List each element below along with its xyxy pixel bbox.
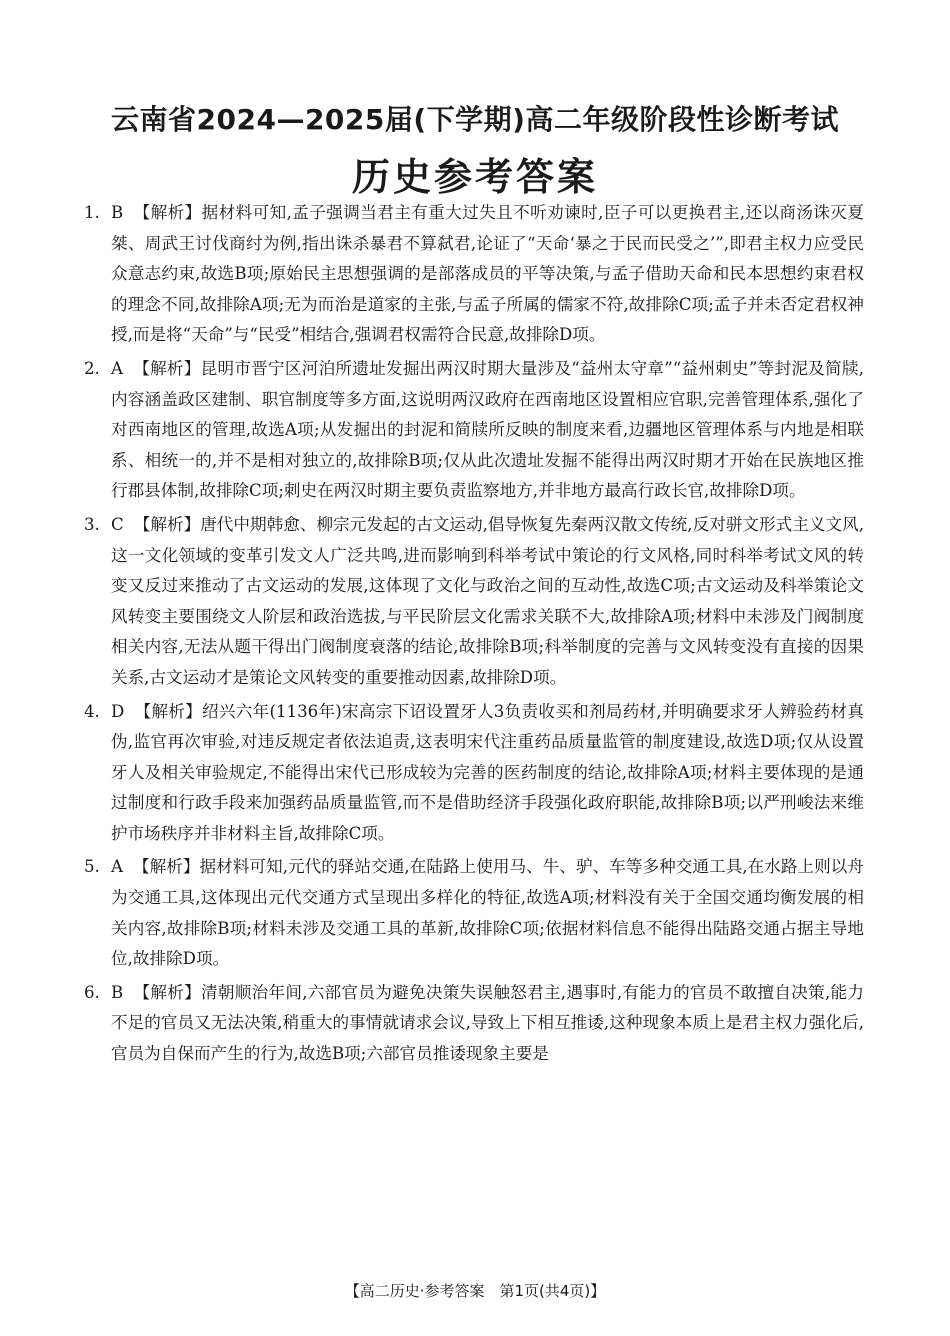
analysis-tag: 【解析】 — [133, 514, 201, 534]
answer-choice: A — [111, 857, 123, 877]
answer-number: 4. — [84, 701, 100, 721]
analysis-text: 绍兴六年(1136年)宋高宗下诏设置牙人3负责收买和剂局药材,并明确要求牙人辨验药材真伪,监官再次审验,对违反规定者依法追责,这表明宋代注重药品质量监管的制度建设,故选D项;仅从设置牙人及相关审验规定,不能得出宋代已形成较为完善的医药制度的结论,故排除A项;材料主要体现的是通过制度和行政手段来加强药品质量监管,而不是借助经济手段强化政府职能,故排除B项;以严刑峻法来维护市场秩序并非材料主旨,故排除C项。 — [111, 701, 864, 843]
answer-choice: A — [111, 358, 123, 378]
answer-choice: D — [111, 701, 125, 721]
answer-item-2 — [84, 354, 864, 507]
analysis-tag: 【解析】 — [133, 982, 201, 1002]
analysis-text: 唐代中期韩愈、柳宗元发起的古文运动,倡导恢复先秦两汉散文传统,反对骈文形式主义文风,这一文化领域的变革引发文人广泛共鸣,进而影响到科举考试中策论的行文风格,同时科举考试文风的转变又反过来推动了古文运动的发展,这体现了文化与政治之间的互动性,故选C项;古文运动及科举策论文风转变主要围绕文人阶层和政治选拔,与平民阶层文化需求关联不大,故排除A项;材料中未涉及门阀制度相关内容,无法从题干得出门阀制度衰落的结论,故排除B项;科举制度的完善与文风转变没有直接的因果关系,古文运动才是策论文风转变的重要推动因素,故排除D项。 — [111, 514, 865, 687]
answer-number: 2. — [84, 358, 100, 378]
answer-item-3 — [84, 510, 864, 694]
answer-number: 3. — [84, 514, 100, 534]
document-subtitle: 历史参考答案 — [351, 155, 598, 199]
analysis-tag: 【解析】 — [132, 358, 201, 378]
answer-item-1 — [84, 198, 864, 351]
page-footer: 【高二历史·参考答案 第1页(共4页)】 — [344, 1282, 606, 1300]
answer-number: 5. — [84, 857, 100, 877]
answer-list — [84, 198, 864, 1073]
analysis-text: 据材料可知,孟子强调当君主有重大过失且不听劝谏时,臣子可以更换君主,还以商汤诛灭夏桀、周武王讨伐商纣为例,指出诛杀暴君不算弑君,论证了“天命‘暴之于民而民受之’”,即君主权力应受民众意志约束,故选B项;原始民主思想强调的是部落成员的平等决策,与孟子借助天命和民本思想约束君权的理念不同,故排除A项;无为而治是道家的主张,与孟子所属的儒家不符,故排除C项;孟子并未否定君权神授,而是将“天命”与“民受”相结合,强调君权需符合民意,故排除D项。 — [111, 203, 865, 345]
analysis-text: 据材料可知,元代的驿站交通,在陆路上使用马、牛、驴、车等多种交通工具,在水路上则以舟为交通工具,这体现出元代交通方式呈现出多样化的特征,故选A项;材料没有关于全国交通均衡发展的相关内容,故排除B项;材料未涉及交通工具的革新,故排除C项;依据材料信息不能得出陆路交通占据主导地位,故排除D项。 — [111, 857, 865, 969]
analysis-tag: 【解析】 — [132, 857, 200, 877]
answer-number: 6. — [84, 982, 100, 1002]
analysis-text: 清朝顺治年间,六部官员为避免决策失误触怒君主,遇事时,有能力的官员不敢擅自决策,能力不足的官员又无法决策,稍重大的事情就请求会议,导致上下相互推诿,这种现象本质上是君主权力强化后,官员为自保而产生的行为,故选B项;六部官员推诿现象主要是 — [111, 982, 864, 1064]
answer-choice: B — [111, 982, 124, 1002]
analysis-tag: 【解析】 — [134, 701, 203, 721]
answer-item-5 — [84, 852, 864, 974]
answer-item-4 — [84, 697, 864, 850]
analysis-text: 昆明市晋宁区河泊所遗址发掘出两汉时期大量涉及“益州太守章”“益州刺史”等封泥及简牍,内容涵盖政区建制、职官制度等多方面,这说明两汉政府在西南地区设置相应官职,完善管理体系,强化了对西南地区的管理,故选A项;从发掘出的封泥和简牍所反映的制度来看,边疆地区管理体系与内地是相联系、相统一的,并不是相对独立的,故排除B项;仅从此次遗址发掘不能得出两汉时期才开始在民族地区推行郡县体制,故排除C项;刺史在两汉时期主要负责监察地方,并非地方最高行政长官,故排除D项。 — [111, 358, 864, 501]
answer-number: 1. — [84, 203, 100, 222]
answer-choice: B — [111, 203, 124, 222]
answer-item-6 — [84, 978, 864, 1070]
exam-title: 云南省2024—2025届(下学期)高二年级阶段性诊断考试 — [111, 103, 839, 136]
analysis-tag: 【解析】 — [133, 203, 202, 222]
answer-choice: C — [111, 514, 124, 534]
